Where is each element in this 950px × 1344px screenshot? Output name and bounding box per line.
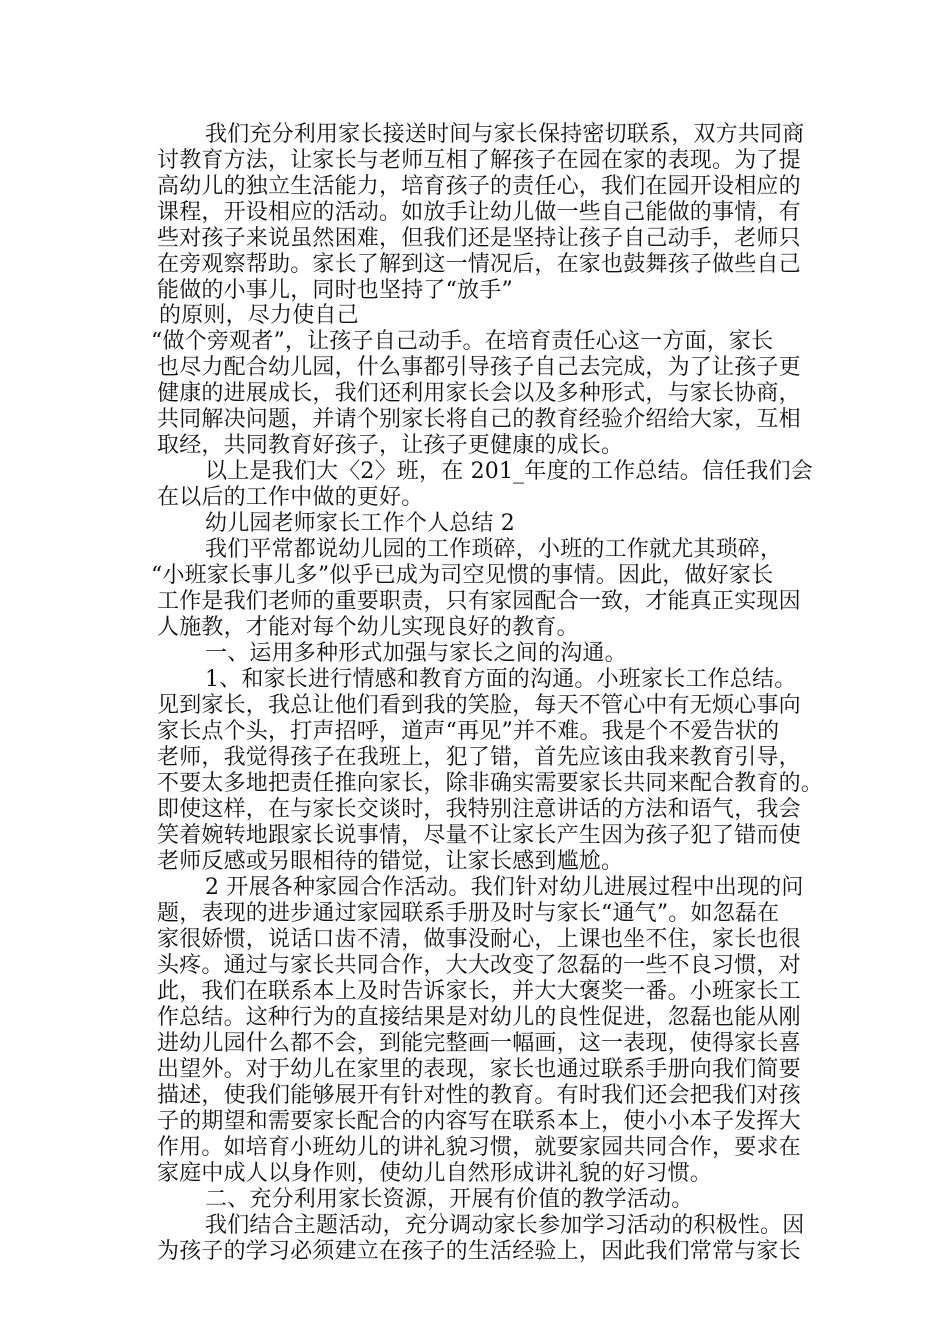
section-heading: 一、运用多种形式加强与家长之间的沟通。 (205, 641, 627, 666)
text-line: 我们结合主题活动，充分调动家长参加学习活动的积极性。因 (205, 1213, 805, 1238)
text-line: 1、和家长进行情感和教育方面的沟通。小班家长工作总结。 (205, 667, 797, 692)
text-line: 取经，共同教育好孩子，让孩子更健康的成长。 (157, 433, 624, 458)
text-line: 也尽力配合幼儿园，什么事都引导孩子自己去完成，为了让孩子更 (157, 355, 801, 380)
text-line: 以上是我们大〈2〉班，在 201_年度的工作总结。信任我们会 (205, 459, 813, 484)
text-line: 家庭中成人以身作则，使幼儿自然形成讲礼貌的好习惯。 (157, 1161, 713, 1186)
text-line: 些对孩子来说虽然困难，但我们还是坚持让孩子自己动手，老师只 (157, 226, 801, 251)
text-line: 头疼。通过与家长共同合作，大大改变了忽磊的一些不良习惯，对 (157, 953, 801, 978)
text-line: 见到家长，我总让他们看到我的笑脸，每天不管心中有无烦心事向 (157, 693, 801, 718)
text-line: 家长点个头，打声招呼，道声“再见”并不难。我是个不爱告状的 (157, 719, 780, 744)
text-line: 的原则，尽力使自己 (159, 303, 359, 328)
text-line: 家很娇惯，说话口齿不清，做事没耐心，上课也坐不住，家长也很 (157, 927, 801, 952)
text-line: 即使这样，在与家长交谈时，我特别注意讲话的方法和语气，我会 (157, 797, 801, 822)
text-line: “小班家长事儿多”似乎已成为司空见惯的事情。因此，做好家长 (151, 563, 774, 588)
section-title: 幼儿园老师家长工作个人总结 2 (205, 511, 515, 536)
text-line: 为孩子的学习必须建立在孩子的生活经验上，因此我们常常与家长 (157, 1239, 801, 1264)
text-line: 2 开展各种家园合作活动。我们针对幼儿进展过程中出现的问 (205, 875, 804, 900)
text-line: 高幼儿的独立生活能力，培育孩子的责任心，我们在园开设相应的 (157, 174, 801, 199)
text-line: “做个旁观者”，让孩子自己动手。在培育责任心这一方面，家长 (151, 329, 774, 354)
text-line: 老师反感或另眼相待的错觉，让家长感到尴尬。 (157, 849, 624, 874)
text-line: 作总结。这种行为的直接结果是对幼儿的良性促进，忽磊也能从刚 (157, 1005, 801, 1030)
text-line: 进幼儿园什么都不会，到能完整画一幅画，这一表现，使得家长喜 (157, 1031, 801, 1056)
text-line: 题，表现的进步通过家园联系手册及时与家长“通气”。如忽磊在 (157, 901, 780, 926)
text-line: 在以后的工作中做的更好。 (157, 485, 424, 510)
text-line: 在旁观察帮助。家长了解到这一情况后，在家也鼓舞孩子做些自己 (157, 252, 801, 277)
text-line: 人施教，才能对每个幼儿实现良好的教育。 (157, 615, 579, 640)
text-line: 工作是我们老师的重要职责，只有家园配合一致，才能真正实现因 (157, 589, 801, 614)
text-line: 描述，使我们能够展开有针对性的教育。有时我们还会把我们对孩 (157, 1083, 801, 1108)
text-line: 不要太多地把责任推向家长，除非确实需要家长共同来配合教育的。 (157, 771, 824, 796)
text-line: 笑着婉转地跟家长说事情，尽量不让家长产生因为孩子犯了错而使 (157, 823, 801, 848)
section-heading: 二、充分利用家长资源，开展有价值的教学活动。 (205, 1187, 694, 1212)
text-line: 能做的小事儿，同时也坚持了“放手” (157, 278, 513, 303)
text-line: 子的期望和需要家长配合的内容写在联系本上，使小小本子发挥大 (157, 1109, 801, 1134)
text-line: 老师，我觉得孩子在我班上，犯了错，首先应该由我来教育引导， (157, 745, 801, 770)
text-line: 健康的进展成长，我们还利用家长会以及多种形式，与家长协商， (157, 381, 801, 406)
text-line: 我们充分利用家长接送时间与家长保持密切联系，双方共同商 (205, 122, 805, 147)
text-line: 讨教育方法，让家长与老师互相了解孩子在园在家的表现。为了提 (157, 148, 801, 173)
text-line: 课程，开设相应的活动。如放手让幼儿做一些自己能做的事情，有 (157, 200, 801, 225)
text-line: 共同解决问题，并请个别家长将自己的教育经验介绍给大家，互相 (157, 407, 801, 432)
text-line: 出望外。对于幼儿在家里的表现，家长也通过联系手册向我们简要 (157, 1057, 801, 1082)
text-line: 我们平常都说幼儿园的工作琐碎，小班的工作就尤其琐碎， (205, 537, 783, 562)
text-line: 此，我们在联系本上及时告诉家长，并大大褒奖一番。小班家长工 (157, 979, 801, 1004)
text-line: 作用。如培育小班幼儿的讲礼貌习惯，就要家园共同合作，要求在 (157, 1135, 801, 1160)
